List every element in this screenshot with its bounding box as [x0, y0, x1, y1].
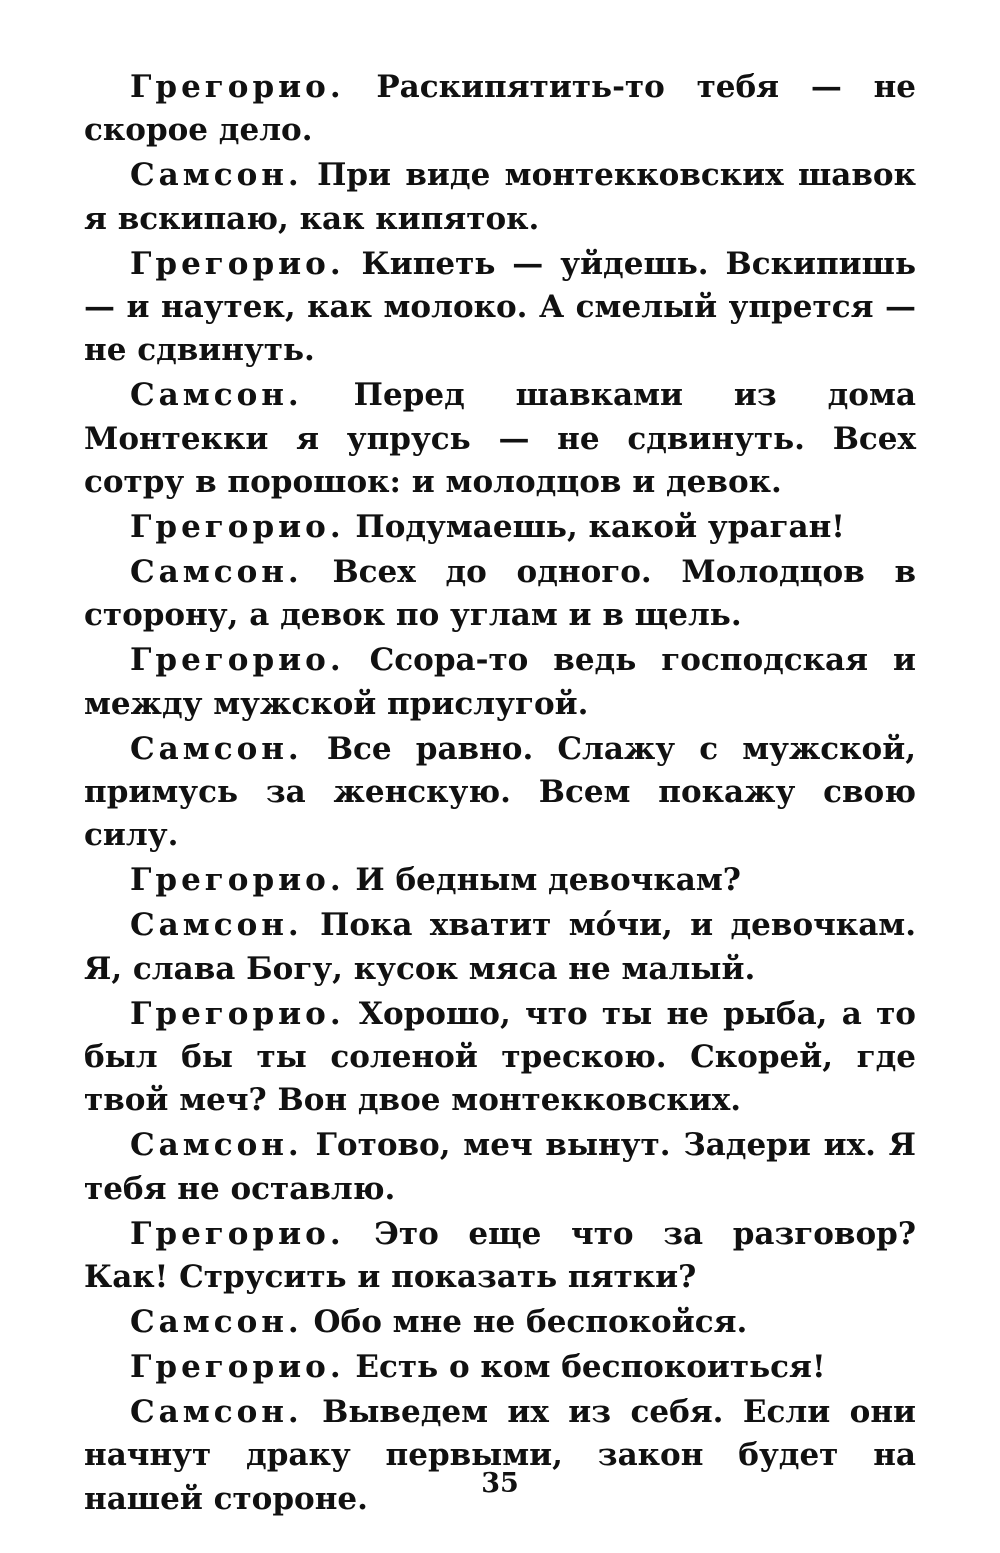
replica-text: Перед шавками из дома Монтекки я упрусь — не сдвинуть. Всех сотру в порошок: и молодцов и девок. — [84, 377, 916, 501]
speaker-name: Самсон. — [130, 907, 303, 944]
replica-text: Хорошо, что ты не рыба, а то был бы ты соленой трескою. Скорей, где твой меч? Вон двое монтекковских. — [84, 995, 916, 1119]
replica-text: Готово, меч вынут. Задери их. Я тебя не оставлю. — [84, 1127, 917, 1207]
replica-text: При виде монтекковских шавок я вскипаю, как кипяток. — [84, 157, 916, 237]
replica-text: Обо мне не беспокойся. — [313, 1303, 748, 1340]
replica-text: Всех до одного. Молодцов в сторону, а девок по углам и в щель. — [84, 553, 917, 634]
replica-text: Выведем их из себя. Если они начнут драку первыми, закон будет на нашей стороне. — [84, 1393, 917, 1517]
speaker-name: Грегорио. — [130, 69, 345, 105]
replica — [84, 1391, 916, 1521]
replica — [84, 551, 916, 638]
replica-text: Есть о ком беспокоиться! — [355, 1348, 826, 1385]
speaker-name: Грегорио. — [130, 245, 345, 282]
speaker-name: Самсон. — [130, 1303, 303, 1340]
replica — [84, 639, 916, 726]
page-number: 35 — [481, 1468, 519, 1499]
speaker-name: Самсон. — [130, 553, 303, 590]
replica — [84, 243, 916, 373]
speaker-name: Грегорио. — [130, 509, 345, 546]
speaker-name: Самсон. — [130, 1127, 303, 1164]
speaker-name: Самсон. — [130, 1393, 303, 1430]
replica — [84, 1346, 916, 1389]
replica — [84, 904, 916, 991]
replica — [84, 993, 916, 1123]
replica — [84, 374, 916, 504]
replica-text: Пока хватит мо́чи, и девочкам. Я, слава Богу, кусок мяса не малый. — [84, 907, 917, 987]
replica — [84, 506, 916, 549]
replica-text: И бедным девочкам? — [355, 862, 741, 899]
replica — [84, 1124, 916, 1211]
speaker-name: Грегорио. — [130, 642, 345, 679]
replica — [84, 1301, 916, 1344]
replica-text: Все равно. Слажу с мужской, примусь за женскую. Всем покажу свою силу. — [84, 730, 917, 854]
replica — [84, 728, 916, 858]
speaker-name: Грегорио. — [130, 1348, 345, 1385]
replica — [84, 859, 916, 902]
replica-text: Ссора-то ведь господская и между мужской прислугой. — [84, 642, 916, 722]
replica-text: Это еще что за разговор? Как! Струсить и показать пятки? — [84, 1215, 916, 1295]
speaker-name: Самсон. — [130, 730, 303, 767]
replica-text: Кипеть — уйдешь. Вскипишь — и наутек, как молоко. А смелый упрется — не сдвинуть. — [84, 245, 916, 369]
speaker-name: Грегорио. — [130, 862, 345, 899]
replica-text: Раскипятить-то тебя — не скорое дело. — [84, 69, 916, 149]
replica — [84, 1213, 916, 1300]
page-body — [84, 66, 916, 1522]
replica-text: Подумаешь, какой ураган! — [355, 509, 845, 546]
speaker-name: Грегорио. — [130, 995, 345, 1032]
speaker-name: Грегорио. — [130, 1215, 345, 1252]
replica — [84, 66, 916, 153]
speaker-name: Самсон. — [130, 377, 303, 414]
speaker-name: Самсон. — [130, 157, 303, 194]
replica — [84, 154, 916, 241]
